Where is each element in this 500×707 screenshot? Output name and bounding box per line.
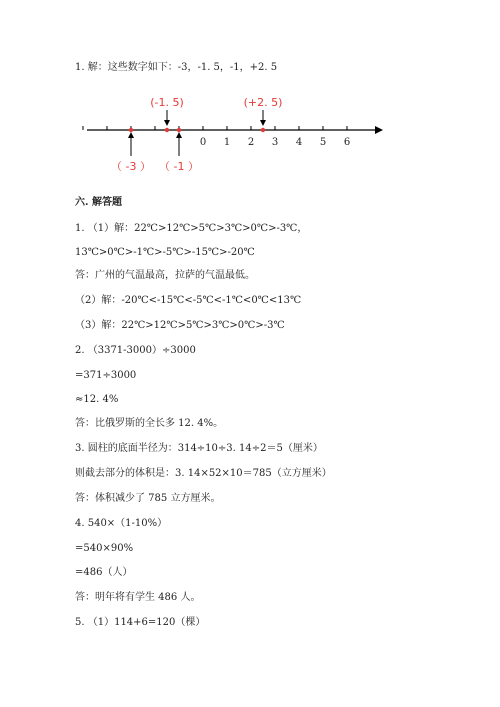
point-marker (165, 128, 169, 132)
tick-label: 0 (199, 137, 207, 148)
arrow-down-icon (164, 120, 170, 126)
axis-arrow-icon (375, 126, 383, 134)
solution-line: 则截去部分的体积是：3. 14×52×10＝785（立方厘米） (75, 468, 332, 479)
solution-line: 答：体积减少了 785 立方厘米。 (75, 493, 221, 504)
tick-label: 2 (247, 137, 255, 148)
solution-line: 2. （3371-3000）÷3000 (75, 345, 196, 356)
section-title: 六. 解答题 (75, 197, 122, 208)
solution-line: （3）解：22℃>12℃>5℃>3℃>0℃>-3℃ (75, 320, 285, 331)
solution-line: 4. 540×（1-10%） (75, 518, 168, 529)
point-marker (261, 128, 265, 132)
arrow-down-icon (260, 120, 266, 126)
point-label: （ -1 ） (159, 160, 199, 173)
point-label: (-1. 5) (150, 96, 184, 109)
number-line (75, 88, 395, 183)
tick-label: 4 (295, 137, 303, 148)
point-label: （ -3 ） (111, 160, 151, 173)
solution-line: 1. （1）解：22℃>12℃>5℃>3℃>0℃>-3℃， (75, 223, 308, 234)
tick-label: 6 (343, 137, 351, 148)
solution-line: 3. 圆柱的底面半径为：314÷10÷3. 14÷2＝5（厘米） (75, 443, 323, 454)
solution-line: ≈12. 4% (75, 394, 119, 405)
arrow-up-icon (128, 132, 134, 138)
tick-label: 3 (271, 137, 279, 148)
solution-line: =371÷3000 (75, 370, 137, 381)
tick-label: 1 (223, 137, 231, 148)
solution-line: （2）解：-20℃<-15℃<-5℃<-1℃<0℃<13℃ (75, 295, 302, 306)
tick-label: 5 (319, 137, 327, 148)
arrow-up-icon (176, 132, 182, 138)
solution-line: 答：广州的气温最高，拉萨的气温最低。 (75, 270, 255, 281)
solution-line: 答：明年将有学生 486 人。 (75, 592, 201, 603)
solution-line: 13℃>0℃>-1℃>-5℃>-15℃>-20℃ (75, 247, 255, 258)
solution-line: =486（人） (75, 567, 133, 578)
point-marker (177, 128, 181, 132)
solution-line: 答：比俄罗斯的全长多 12. 4%。 (75, 418, 224, 429)
point-label: (+2. 5) (243, 96, 283, 109)
intro-line: 1. 解：这些数字如下：-3，-1. 5，-1，+2. 5 (75, 62, 278, 73)
solution-line: =540×90% (75, 543, 134, 554)
solution-line: 5. （1）114+6=120（棵） (75, 617, 206, 628)
point-marker (129, 128, 133, 132)
